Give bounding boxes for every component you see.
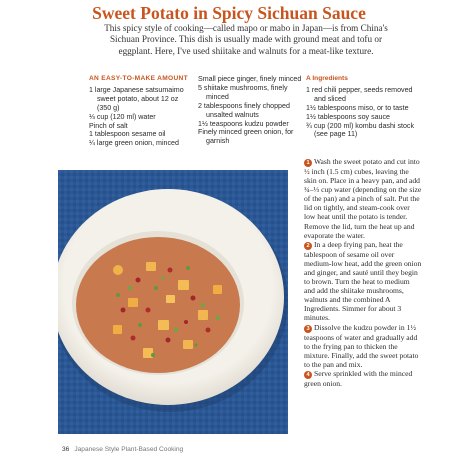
ingredient-item: 1 red chili pepper, seeds removed and sliced: [306, 85, 413, 103]
ingredient-item: ¼ large green onion, minced: [89, 139, 179, 148]
step-text: Dissolve the kudzu powder in 1½ teaspoons of water and gradually add to the frying pan to thicken the mixture. Finally, add the sweet potato to the pan and mix.: [304, 322, 419, 369]
recipe-steps: [304, 157, 422, 388]
recipe-step-4: [304, 369, 422, 388]
step-number-badge: 2: [304, 242, 312, 250]
page-number: 36: [62, 446, 70, 453]
dish-photo: [58, 170, 288, 434]
ingredient-item: 1½ teaspoons kudzu powder: [198, 119, 289, 128]
step-number-badge: 1: [304, 159, 312, 167]
ingredient-item: 1 large Japanese satsumaimo sweet potato, about 12 oz (350 g): [89, 85, 184, 112]
recipe-step-2: [304, 240, 422, 323]
ingredient-item: 5 shiitake mushrooms, finely minced: [198, 83, 288, 101]
ingredient-item: 2 tablespoons finely chopped unsalted walnuts: [198, 101, 290, 119]
recipe-step-1: [304, 157, 422, 240]
step-text: Serve sprinkled with the minced green onion.: [304, 368, 413, 388]
ingredient-item: Small piece ginger, finely minced: [198, 75, 302, 83]
ingredient-item: 1½ tablespoons miso, or to taste: [306, 103, 409, 112]
recipe-title: Sweet Potato in Spicy Sichuan Sauce: [92, 3, 366, 23]
book-title: Japanese Style Plant-Based Cooking: [74, 446, 184, 453]
ingredient-item: 1½ tablespoons soy sauce: [306, 112, 390, 121]
section-heading-a-ingredients: A Ingredients: [306, 75, 348, 82]
ingredient-item: 1 tablespoon sesame oil: [89, 130, 166, 139]
section-heading-easy-amount: AN EASY-TO-MAKE AMOUNT: [89, 75, 188, 82]
step-text: Wash the sweet potato and cut into ½ inch (1.5 cm) cubes, leaving the skin on. Place in a heavy pan, and add ¾–⅓ cup water (depending on the size of the pan) and a pinch of salt. Put the lid on tightly, and steam-cook over low heat until the potato is tender. Remove the lid, turn the heat up and evaporate the water.: [304, 157, 422, 240]
ingredient-item: ⅓ cup (120 ml) water: [89, 112, 156, 121]
recipe-step-3: [304, 323, 422, 369]
recipe-intro: This spicy style of cooking—called mapo or mabo in Japan—is from China's Sichuan Province. This dish is usually made with ground meat and tofu or eggplant. Here, I've used shiitake and walnuts for a meat-like texture.: [104, 23, 388, 56]
ingredient-item: Finely minced green onion, for garnish: [198, 128, 294, 146]
page-footer: [62, 446, 183, 453]
ingredients-column-1: [89, 75, 193, 148]
step-number-badge: 3: [304, 325, 312, 333]
ingredient-item: Pinch of salt: [89, 121, 128, 130]
ingredients-column-2: [198, 75, 302, 146]
ingredients-column-a: [306, 75, 418, 139]
ingredient-item: ¾ cup (200 ml) kombu dashi stock (see page 11): [306, 121, 415, 139]
step-number-badge: 4: [304, 371, 312, 379]
step-text: In a deep frying pan, heat the tablespoon of sesame oil over medium-low heat, add the green onion and ginger, and sauté until they begin to brown. Turn the heat to medium and add the shiitake mushrooms, walnuts and the combined A Ingredients. Simmer for about 3 minutes.: [304, 239, 422, 323]
